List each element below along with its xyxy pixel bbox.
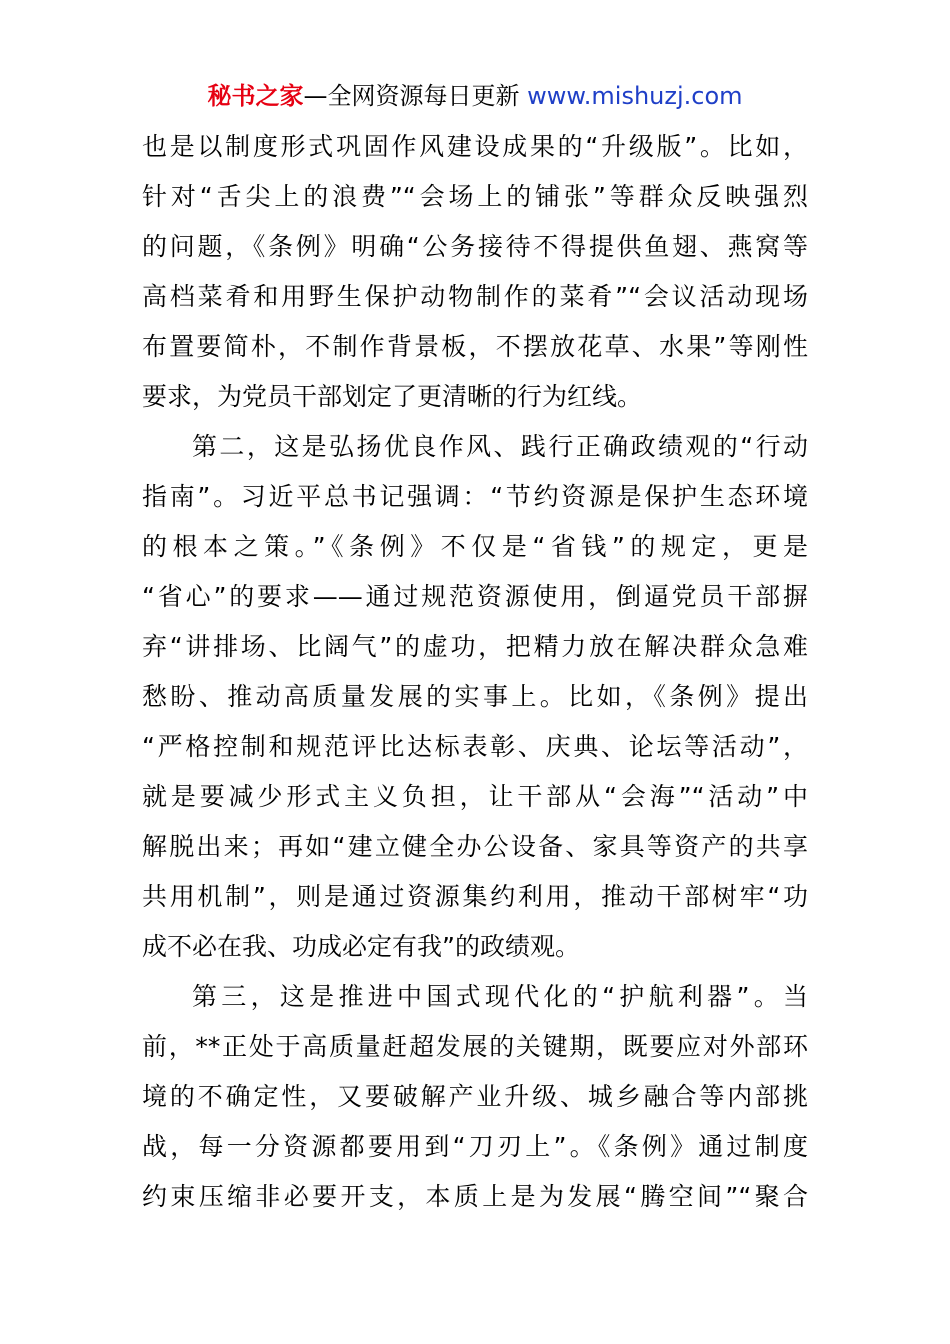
text-line: 的根本之策。”《条例》不仅是“省钱”的规定，更是 xyxy=(142,532,808,561)
text-line: 要求，为党员干部划定了更清晰的行为红线。 xyxy=(142,382,643,411)
text-line: 就是要减少形式主义负担，让干部从“会海”“活动”中 xyxy=(142,782,808,811)
brand-name: 秘书之家 xyxy=(207,82,304,110)
text-line: 指南”。习近平总书记强调：“节约资源是保护生态环境 xyxy=(142,482,808,511)
text-line: 约束压缩非必要开支，本质上是为发展“腾空间”“聚合 xyxy=(142,1182,808,1211)
text-line: 战，每一分资源都要用到“刀刃上”。《条例》通过制度 xyxy=(142,1132,808,1161)
text-line: 布置要简朴，不制作背景板，不摆放花草、水果”等刚性 xyxy=(142,332,808,361)
document-body xyxy=(142,122,808,1222)
text-line: 前，**正处于高质量赶超发展的关键期，既要应对外部环 xyxy=(142,1032,808,1061)
text-line: 解脱出来；再如“建立健全办公设备、家具等资产的共享 xyxy=(142,832,808,861)
text-line: 高档菜肴和用野生保护动物制作的菜肴”“会议活动现场 xyxy=(142,282,808,311)
text-line: 的问题，《条例》明确“公务接待不得提供鱼翅、燕窝等 xyxy=(142,232,808,261)
text-line: “省心”的要求——通过规范资源使用，倒逼党员干部摒 xyxy=(142,582,808,611)
text-line: 愁盼、推动高质量发展的实事上。比如，《条例》提出 xyxy=(142,682,808,711)
header-tagline: —全网资源每日更新 xyxy=(303,82,528,110)
text-line: 弃“讲排场、比阔气”的虚功，把精力放在解决群众急难 xyxy=(142,632,808,661)
text-line: 共用机制”，则是通过资源集约利用，推动干部树牢“功 xyxy=(142,882,808,911)
text-line: “严格控制和规范评比达标表彰、庆典、论坛等活动”， xyxy=(142,732,808,761)
text-line: 也是以制度形式巩固作风建设成果的“升级版”。比如， xyxy=(142,132,808,161)
site-header xyxy=(0,80,950,112)
text-line: 针对“舌尖上的浪费”“会场上的铺张”等群众反映强烈 xyxy=(142,182,808,211)
text-line: 境的不确定性，又要破解产业升级、城乡融合等内部挑 xyxy=(142,1082,808,1111)
paragraph-start-line: 第三，这是推进中国式现代化的“护航利器”。当 xyxy=(192,982,808,1011)
text-line: 成不必在我、功成必定有我”的政绩观。 xyxy=(142,932,580,961)
paragraph-start-line: 第二，这是弘扬优良作风、践行正确政绩观的“行动 xyxy=(192,432,808,461)
site-url-link[interactable]: www.mishuzj.com xyxy=(527,82,743,110)
